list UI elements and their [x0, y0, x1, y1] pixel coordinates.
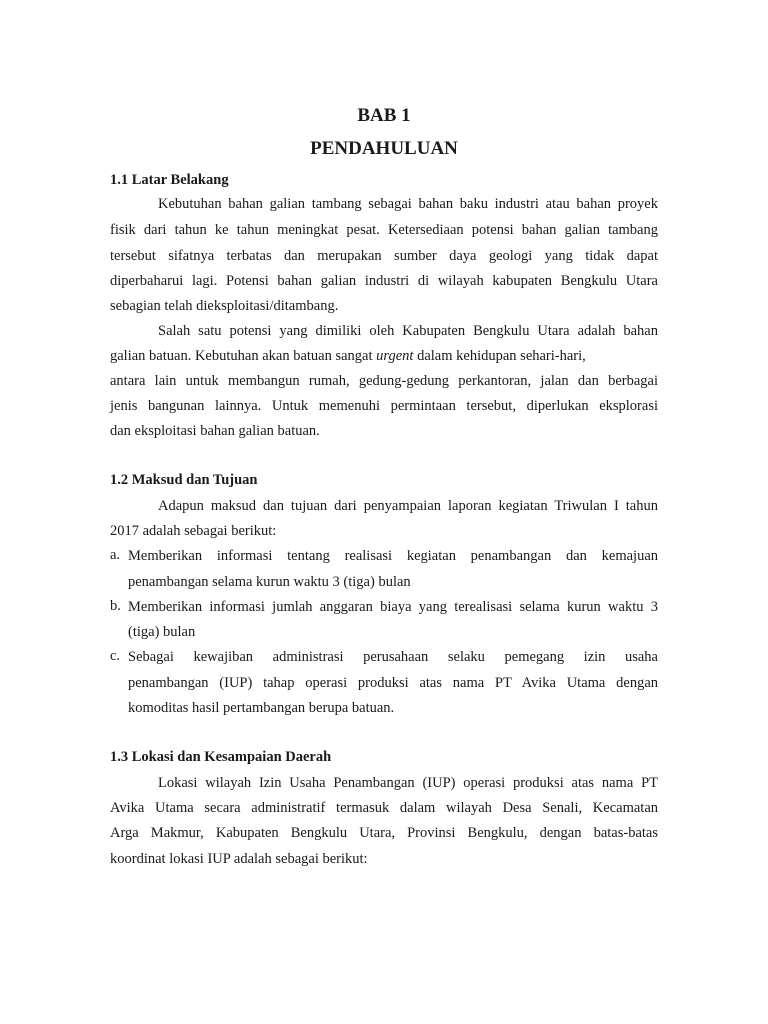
- chapter-title: PENDAHULUAN: [310, 138, 458, 159]
- paragraph-line: Arga Makmur, Kabupaten Bengkulu Utara, Provinsi Bengkulu, dengan batas-batas: [110, 825, 658, 841]
- list-item-line: komoditas hasil pertambangan berupa batuan.: [128, 700, 395, 716]
- section-heading-1-3: 1.3 Lokasi dan Kesampaian Daerah: [110, 749, 332, 765]
- paragraph-line: galian batuan. Kebutuhan akan batuan sangat urgent dalam kehidupan sehari-hari,: [110, 348, 586, 364]
- list-marker: b.: [110, 598, 121, 614]
- section-heading-1-1: 1.1 Latar Belakang: [110, 172, 229, 188]
- paragraph-line: jenis bangunan lainnya. Untuk memenuhi permintaan tersebut, diperlukan eksplorasi: [110, 398, 658, 414]
- list-item-line: Sebagai kewajiban administrasi perusahaan selaku pemegang izin usaha: [128, 649, 658, 665]
- paragraph-line: Salah satu potensi yang dimiliki oleh Kabupaten Bengkulu Utara adalah bahan: [158, 323, 658, 339]
- paragraph-line: sebagian telah dieksploitasi/ditambang.: [110, 298, 339, 314]
- paragraph-line: Lokasi wilayah Izin Usaha Penambangan (IUP) operasi produksi atas nama PT: [158, 775, 658, 791]
- paragraph-line: 2017 adalah sebagai berikut:: [110, 523, 277, 539]
- paragraph-line: Avika Utama secara administratif termasuk dalam wilayah Desa Senali, Kecamatan: [110, 800, 658, 816]
- paragraph-line: koordinat lokasi IUP adalah sebagai berikut:: [110, 851, 368, 867]
- emphasis-word: urgent: [376, 348, 414, 364]
- paragraph-line: tersebut sifatnya terbatas dan merupakan sumber daya geologi yang tidak dapat: [110, 248, 658, 264]
- chapter-number: BAB 1: [357, 105, 411, 126]
- list-item-line: Memberikan informasi tentang realisasi kegiatan penambangan dan kemajuan: [128, 548, 658, 564]
- section-heading-1-2: 1.2 Maksud dan Tujuan: [110, 472, 258, 488]
- list-item-line: Memberikan informasi jumlah anggaran biaya yang terealisasi selama kurun waktu 3: [128, 599, 658, 615]
- paragraph-line: dan eksploitasi bahan galian batuan.: [110, 423, 320, 439]
- paragraph-line: antara lain untuk membangun rumah, gedung-gedung perkantoran, jalan dan berbagai: [110, 373, 658, 389]
- list-item-line: penambangan selama kurun waktu 3 (tiga) bulan: [128, 574, 411, 590]
- paragraph-line: diperbaharui lagi. Potensi bahan galian industri di wilayah kabupaten Bengkulu Utara: [110, 273, 658, 289]
- paragraph-line: Kebutuhan bahan galian tambang sebagai bahan baku industri atau bahan proyek: [158, 196, 658, 212]
- paragraph-line: fisik dari tahun ke tahun meningkat pesat. Ketersediaan potensi bahan galian tambang: [110, 222, 658, 238]
- paragraph-line: Adapun maksud dan tujuan dari penyampaian laporan kegiatan Triwulan I tahun: [158, 498, 658, 514]
- list-marker: c.: [110, 648, 121, 664]
- list-item-line: penambangan (IUP) tahap operasi produksi atas nama PT Avika Utama dengan: [128, 675, 658, 691]
- list-marker: a.: [110, 547, 121, 563]
- list-item-line: (tiga) bulan: [128, 624, 196, 640]
